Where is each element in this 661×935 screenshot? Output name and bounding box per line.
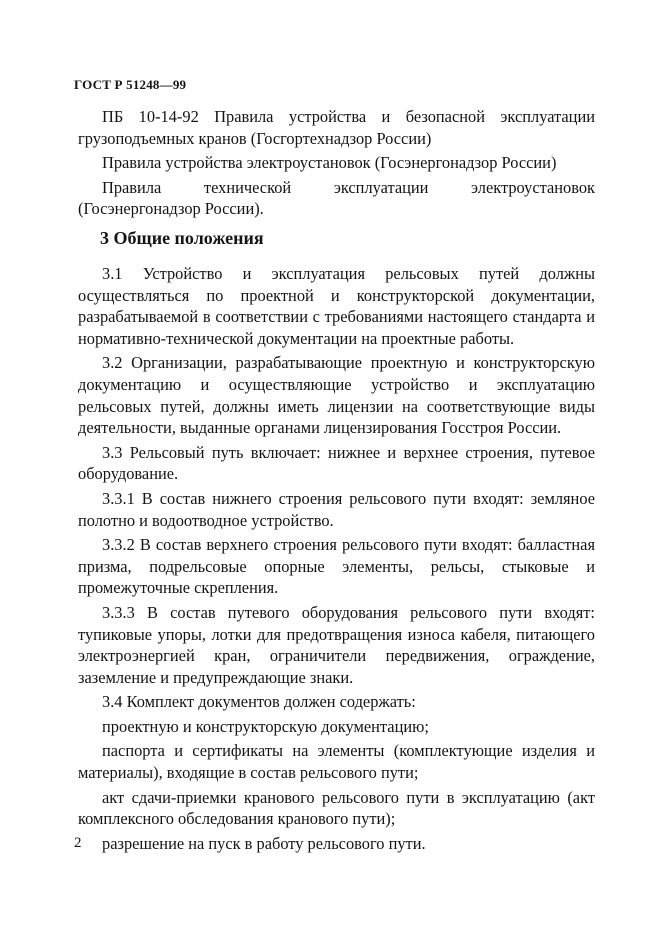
clause-3-3-3: 3.3.3 В состав путевого оборудования рельсового пути входят: тупиковые упоры, лотки для предотвращения износа кабеля, питающего электроэнергией кран, ограничители передвижения, ограждение, заземление и предупреждающие знаки.	[78, 602, 595, 687]
section-heading: 3 Общие положения	[100, 228, 264, 248]
reference-item: Правила устройства электроустановок (Госэнергонадзор России)	[102, 153, 557, 173]
clause-3-3-2: 3.3.2 В состав верхнего строения рельсового пути входят: балластная призма, подрельсовые опорные элементы, рельсы, стыковые и промежуточные скрепления.	[78, 535, 595, 598]
clause-3-2: 3.2 Организации, разрабатывающие проектную и конструкторскую документацию и осуществляющие устройство и эксплуатацию рельсовых путей, должны иметь лицензии на соответствующие виды деятельности, выданные органами лицензирования Госстроя России.	[78, 353, 595, 438]
page-number: 2	[74, 835, 82, 851]
reference-item: Правила технической эксплуатации электроустановок (Госэнергонадзор России).	[78, 177, 595, 219]
document-list-item: паспорта и сертификаты на элементы (комплектующие изделия и материалы), входящие в состав рельсового пути;	[78, 741, 595, 783]
clause-3-1: 3.1 Устройство и эксплуатация рельсовых путей должны осуществляться по проектной и конструкторской документации, разрабатываемой в соответствии с требованиями настоящего стандарта и нормативно-технической документации на проектные работы.	[78, 264, 595, 348]
document-list-item: разрешение на пуск в работу рельсового пути.	[102, 833, 426, 853]
references-list	[78, 106, 595, 220]
clause-3-3-1: 3.3.1 В состав нижнего строения рельсового пути входят: земляное полотно и водоотводное устройство.	[78, 488, 595, 530]
document-code-header: ГОСТ Р 51248—99	[74, 77, 187, 92]
section-body	[78, 263, 595, 854]
clause-3-3: 3.3 Рельсовый путь включает: нижнее и верхнее строения, путевое оборудование.	[78, 442, 595, 484]
document-list-item: акт сдачи-приемки кранового рельсового пути в эксплуатацию (акт комплексного обследования кранового пути);	[78, 787, 595, 829]
clause-3-4: 3.4 Комплект документов должен содержать:	[102, 692, 416, 712]
reference-item: ПБ 10-14-92 Правила устройства и безопасной эксплуатации грузоподъемных кранов (Госгортехнадзор России)	[78, 107, 595, 148]
document-list-item: проектную и конструкторскую документацию;	[102, 716, 429, 736]
